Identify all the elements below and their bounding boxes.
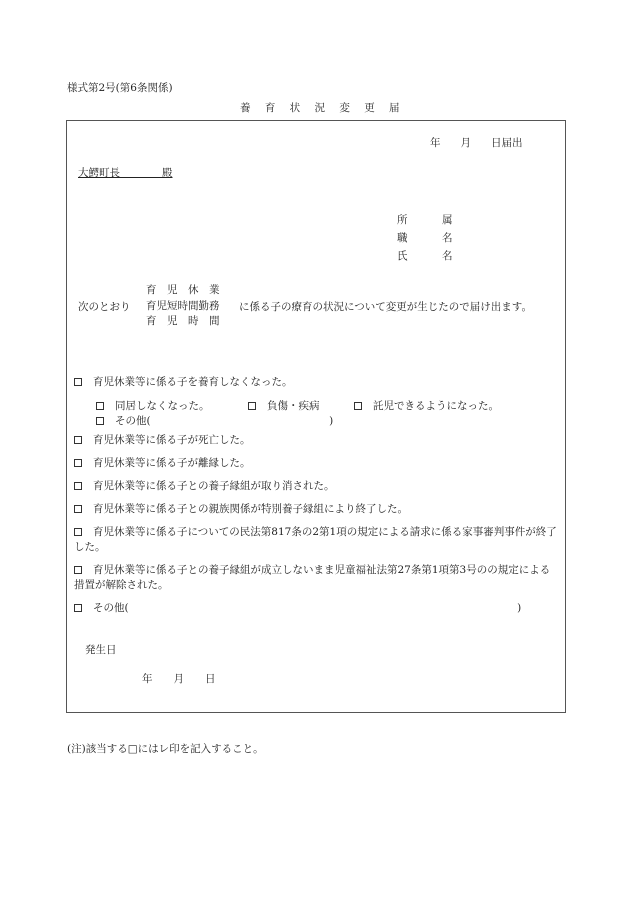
statement-suffix: に係る子の療育の状況について変更が生じたので届け出ます。 <box>239 301 532 313</box>
checkbox[interactable] <box>96 402 104 410</box>
sub-item-row <box>96 413 333 428</box>
applicant-fields <box>397 211 465 265</box>
checkbox[interactable] <box>74 459 82 467</box>
document-title: 養 育 状 況 変 更 届 <box>240 102 406 114</box>
checkbox[interactable] <box>74 528 82 536</box>
item-text: 育児休業等に係る子が離縁した。 <box>93 457 251 469</box>
list-item <box>74 433 251 448</box>
list-item <box>74 502 408 517</box>
leave-type-list <box>146 283 220 330</box>
day-submitted-field[interactable]: 日届出 <box>491 137 523 149</box>
checkbox[interactable] <box>248 402 256 410</box>
name-label: 氏 名 <box>397 250 465 262</box>
sub-item-other: その他( ) <box>115 415 334 427</box>
checkbox[interactable] <box>74 378 82 386</box>
item-text: 育児休業等に係る子についての民法第817条の2第1項の規定による請求に係る家事審判事件が終了した。 <box>74 526 557 553</box>
form-number-label: 様式第2号(第6条関係) <box>67 82 173 94</box>
list-item <box>74 563 560 593</box>
list-item <box>74 479 335 494</box>
list-item <box>74 601 521 616</box>
item-text: その他( ) <box>93 602 522 614</box>
checkbox[interactable] <box>74 482 82 490</box>
leave-type-childcare-leave: 育 児 休 業 <box>146 284 220 296</box>
occurrence-date-label: 発生日 <box>85 644 117 656</box>
sub-item-row <box>354 398 499 413</box>
item-text: 育児休業等に係る子との親族関係が特別養子縁組により終了した。 <box>93 503 408 515</box>
sub-item-childcare: 託児できるようになった。 <box>373 400 499 412</box>
item-text: 育児休業等に係る子との養子縁組が取り消された。 <box>93 480 335 492</box>
year-field[interactable]: 年 <box>430 137 441 149</box>
sub-item-row <box>96 398 210 413</box>
checkbox[interactable] <box>74 436 82 444</box>
item-text: 育児休業等に係る子との養子縁組が成立しないまま児童福祉法第27条第1項第3号のの規定による措置が解除された。 <box>74 564 551 591</box>
list-item <box>74 525 560 555</box>
sub-item-row <box>248 398 320 413</box>
submission-date-line <box>430 135 523 150</box>
footnote: (注)該当する□にはレ印を記入すること。 <box>67 743 264 755</box>
occurrence-date-field[interactable]: 年 月 日 <box>142 673 216 685</box>
leave-type-short-hours: 育児短時間勤務 <box>146 299 220 312</box>
leave-type-childcare-time: 育 児 時 間 <box>146 315 220 327</box>
addressee: 大鰐町長 殿 <box>78 167 173 179</box>
checkbox[interactable] <box>74 566 82 574</box>
checkbox[interactable] <box>74 505 82 513</box>
affiliation-label: 所 属 <box>397 214 465 226</box>
checkbox[interactable] <box>74 604 82 612</box>
position-label: 職 名 <box>397 232 465 244</box>
sub-item-cohabitation: 同居しなくなった。 <box>115 400 210 412</box>
item-text: 育児休業等に係る子を養育しなくなった。 <box>93 376 293 388</box>
month-field[interactable]: 月 <box>460 137 471 149</box>
list-item <box>74 456 251 471</box>
sub-item-injury: 負傷・疾病 <box>267 400 320 412</box>
checkbox[interactable] <box>96 417 104 425</box>
list-item <box>74 375 293 390</box>
item-text: 育児休業等に係る子が死亡した。 <box>93 434 251 446</box>
statement-prefix: 次のとおり <box>78 301 131 313</box>
checkbox[interactable] <box>354 402 362 410</box>
